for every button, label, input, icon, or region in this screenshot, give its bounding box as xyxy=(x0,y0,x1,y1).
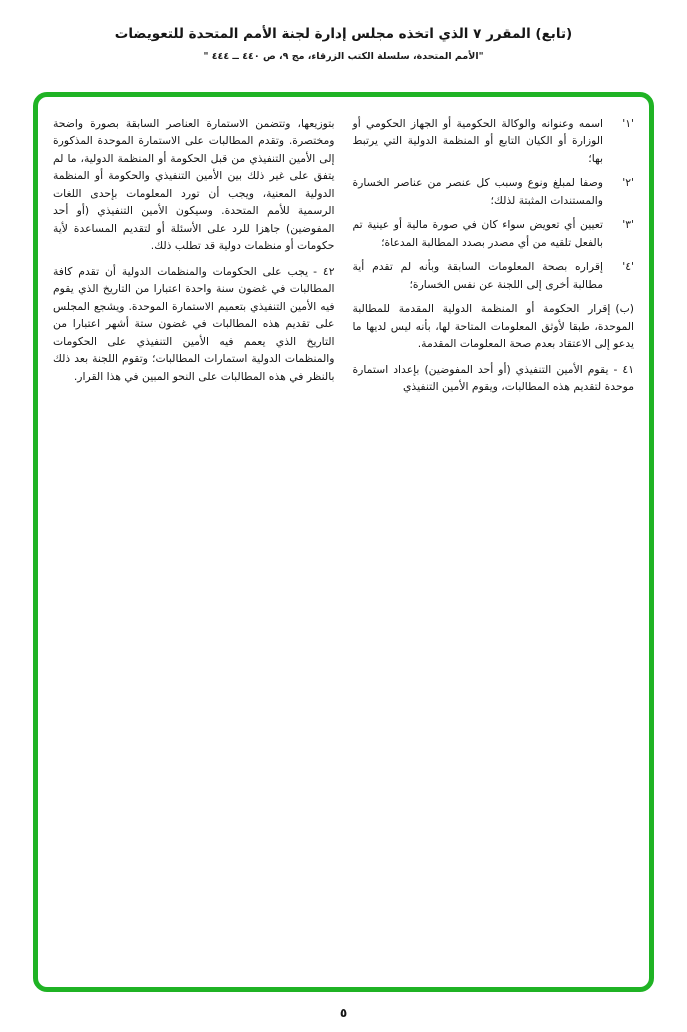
paragraph-text: يجب على الحكومات والمنظمات الدولية أن تقدم كافة المطالبات في غضون سنة واحدة اعتبارا من التاريخ الذي يقوم فيه الأمين التنفيذي بتعميم الاستمارة الموحدة. ويشجع المجلس على تقديم هذه المطالبات في غضون ستة أشهر اعتبارا من التاريخ الذي يعمم فيه الأمين التنفيذي على الحكومات والمنظمات الدولية استمارات المطالبات؛ وتقوم اللجنة بعد ذلك بالنظر في هذه المطالبات على النحو المبين في هذا القرار. xyxy=(53,264,335,383)
green-border-frame xyxy=(33,92,654,992)
page-number: ٥ xyxy=(339,1006,348,1020)
document-subtitle: "الأمم المتحدة، سلسلة الكتب الزرقاء، مج ٩، ص ٤٤٠ ــ ٤٤٤ " xyxy=(203,51,484,63)
paragraph-text: يقوم الأمين التنفيذي (أو أحد المفوضين) بإعداد استمارة موحدة لتقديم هذه المطالبات، ويقوم الأمين التنفيذي xyxy=(352,362,634,394)
item-text: تعيين أي تعويض سواء كان في صورة مالية أو عينية تم بالفعل تلقيه من أي مصدر بصدد المطالبة المدعاة؛ xyxy=(352,218,603,249)
item-marker: '٤' xyxy=(622,260,634,274)
item-text: وصفا لمبلغ ونوع وسبب كل عنصر من عناصر الخسارة والمستندات المثبتة لذلك؛ xyxy=(352,176,603,207)
paragraph-b xyxy=(353,300,635,352)
paragraph-marker: ٤٢ - xyxy=(313,264,335,278)
paragraph-text: إقرار الحكومة أو المنظمة الدولية المقدمة للمطالبة الموحدة، طبقا لأوثق المعلومات المتاحة لها، بأنه ليس لديها ما يدعو إلى الاعتقاد بعدم صحة المعلومات المقدمة. xyxy=(352,302,634,351)
continuation-paragraph: بتوزيعها، وتتضمن الاستمارة العناصر السابقة بصورة واضحة ومختصرة. وتقدم المطالبات على الاستمارة الموحدة المذكورة إلى الأمين التنفيذي من قبل الحكومة أو المنظمة الدولية، ما لم يتفق على غير ذلك بين الأمين التنفيذي والحكومة أو المنظمة الدولية المعنية، ويجب أن تورد المعلومات بإحدى اللغات الرسمية للأمم المتحدة. وسيكون الأمين التنفيذي (أو أحد المفوضين) جاهزا للرد على الأسئلة أو لتقديم المساعدة لأية حكومات أو منظمات دولية قد تطلب ذلك. xyxy=(53,117,335,253)
item-marker: '٣' xyxy=(622,218,634,232)
list-item-3 xyxy=(353,216,635,251)
two-column-text-block xyxy=(53,115,634,404)
item-marker: '١' xyxy=(622,117,634,130)
item-marker: '٢' xyxy=(622,176,634,190)
list-item-4 xyxy=(353,258,635,293)
text-column-right xyxy=(353,115,635,404)
list-item-1 xyxy=(353,115,635,167)
paragraph-marker: ٤١ - xyxy=(613,362,634,376)
document-title: (تابع) المقرر ٧ الذي اتخذه مجلس إدارة لجنة الأمم المتحدة للتعويضات xyxy=(114,26,573,42)
document-header xyxy=(0,0,687,62)
paragraph-42 xyxy=(53,263,335,385)
list-item-2 xyxy=(353,174,635,209)
item-text: إقراره بصحة المعلومات السابقة وبأنه لم تقدم أية مطالبة أخرى إلى اللجنة عن نفس الخسارة؛ xyxy=(352,260,603,291)
text-column-left xyxy=(53,115,335,393)
paragraph-41 xyxy=(353,361,635,396)
item-text: اسمه وعنوانه والوكالة الحكومية أو الجهاز الحكومي أو الوزارة أو الكيان التابع أو المنظمة الدولية التي يرتبط بها؛ xyxy=(352,117,603,165)
paragraph-marker: (ب) xyxy=(615,302,634,316)
